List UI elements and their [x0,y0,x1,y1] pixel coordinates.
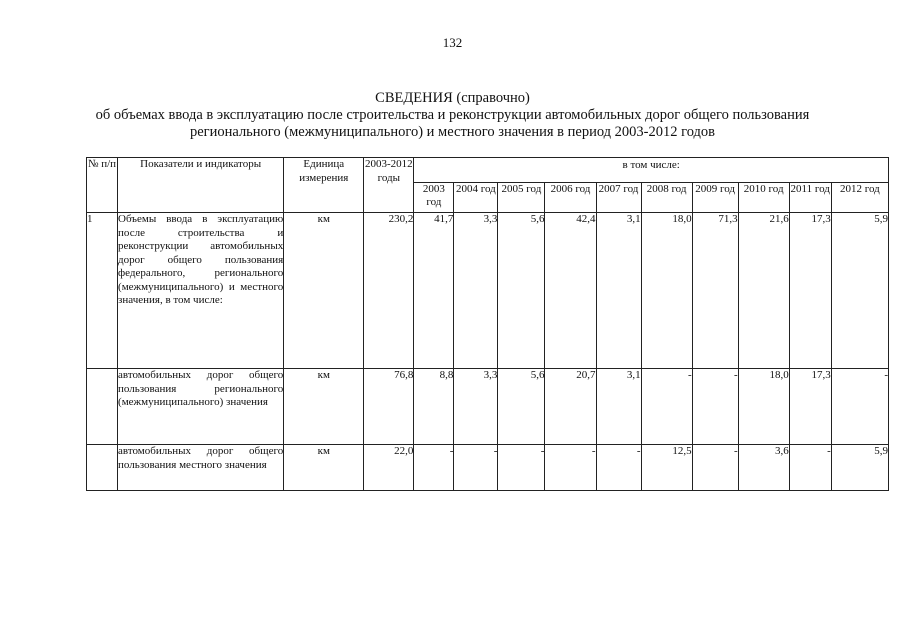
row-value: 3,1 [596,213,641,369]
header-year: 2007 год [596,183,641,213]
header-indicator: Показатели и индикаторы [118,158,284,213]
table-row [87,369,889,445]
row-total: 76,8 [364,369,414,445]
header-year: 2010 год [738,183,789,213]
row-number [87,445,118,491]
row-value: 3,3 [454,213,498,369]
row-value: 5,6 [498,213,545,369]
row-value: - [641,369,692,445]
row-value: - [692,369,738,445]
row-value: - [545,445,596,491]
row-indicator: автомобильных дорог общего пользования местного значения [118,445,284,491]
row-value: - [596,445,641,491]
row-value: 71,3 [692,213,738,369]
header-unit: Единица измерения [284,158,364,213]
row-value: 12,5 [641,445,692,491]
data-table [86,157,889,491]
row-unit: км [284,369,364,445]
table-row [87,445,889,491]
row-value: 3,3 [454,369,498,445]
header-year: 2006 год [545,183,596,213]
row-unit: км [284,445,364,491]
row-value: - [831,369,888,445]
row-value: 21,6 [738,213,789,369]
row-indicator: автомобильных дорог общего пользования регионального (межмуниципального) значения [118,369,284,445]
row-value: 3,6 [738,445,789,491]
title-line-3: регионального (межмуниципального) и местного значения в период 2003-2012 годов [189,124,716,140]
row-value: 17,3 [789,213,831,369]
header-year: 2003 год [414,183,454,213]
row-value: 18,0 [641,213,692,369]
row-value: 17,3 [789,369,831,445]
row-number: 1 [87,213,118,369]
row-value: 5,6 [498,369,545,445]
header-year: 2012 год [831,183,888,213]
row-value: - [498,445,545,491]
title-line-2: об объемах ввода в эксплуатацию после строительства и реконструкции автомобильных дорог общего пользования [95,107,810,123]
row-value: 20,7 [545,369,596,445]
page-number: 132 [442,35,463,50]
header-total: 2003-2012 годы [364,158,414,213]
row-value: 18,0 [738,369,789,445]
row-total: 22,0 [364,445,414,491]
row-unit: км [284,213,364,369]
row-value: 5,9 [831,213,888,369]
row-total: 230,2 [364,213,414,369]
title-line-1: СВЕДЕНИЯ (справочно) [375,90,530,106]
row-value: - [789,445,831,491]
header-year: 2011 год [789,183,831,213]
row-value: 41,7 [414,213,454,369]
row-value: - [414,445,454,491]
header-year: 2005 год [498,183,545,213]
row-value: - [454,445,498,491]
header-year: 2004 год [454,183,498,213]
table-row [87,213,889,369]
row-value: 3,1 [596,369,641,445]
row-value: 8,8 [414,369,454,445]
row-value: 42,4 [545,213,596,369]
header-num: № п/п [87,158,118,213]
row-value: 5,9 [831,445,888,491]
header-including: в том числе: [414,158,889,183]
row-number [87,369,118,445]
header-year: 2009 год [692,183,738,213]
row-indicator: Объемы ввода в эксплуатацию после строительства и реконструкции автомобильных дорог общего пользования федерального, регионального (межмуниципального) и местного значения, в том числе: [118,213,284,369]
header-year: 2008 год [641,183,692,213]
row-value: - [692,445,738,491]
document-title [0,90,905,141]
